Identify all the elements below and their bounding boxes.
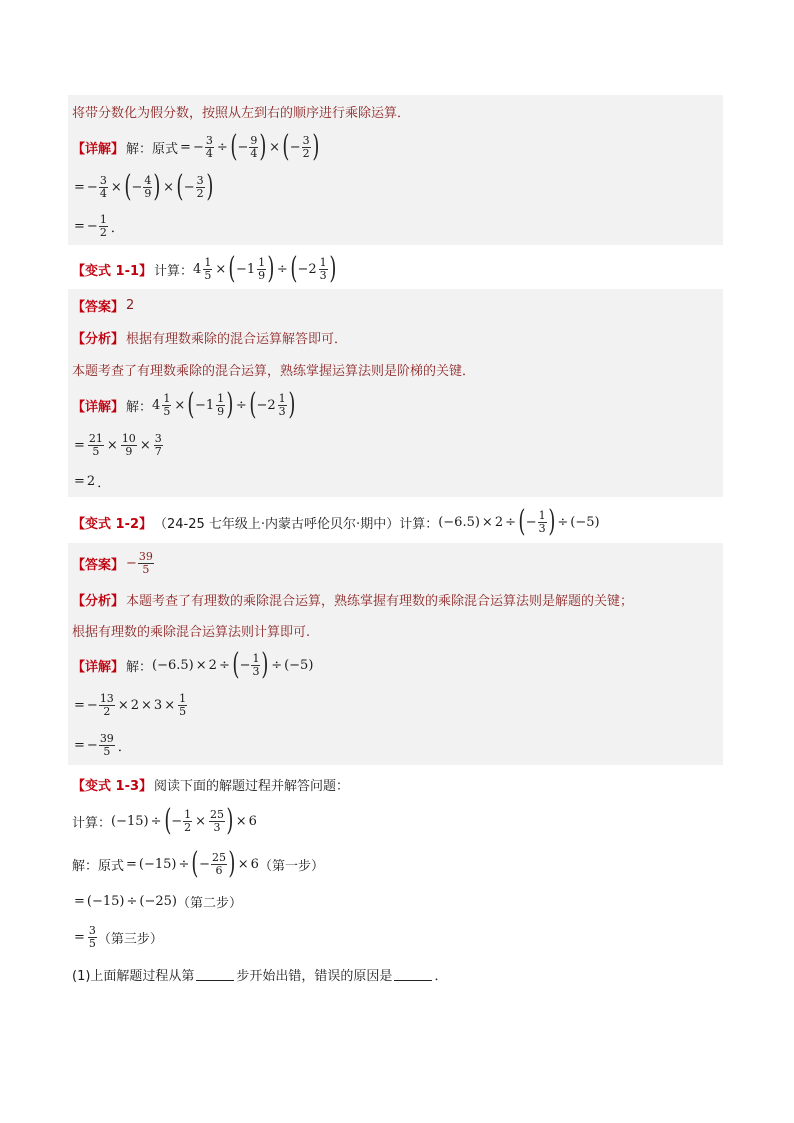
math-token: （第二步） [176, 895, 242, 911]
parenthesis: ) [328, 251, 336, 286]
expression [72, 169, 213, 204]
parenthesis: ) [261, 647, 269, 682]
section-tag: 【答案】 [72, 299, 125, 315]
math-token: (−25) [139, 893, 177, 909]
operator: × [237, 856, 249, 872]
fraction [302, 135, 311, 160]
denominator: 9 [125, 444, 133, 458]
denominator: 9 [258, 268, 266, 282]
numerator: 25 [212, 850, 227, 864]
parenthesis: ) [226, 803, 234, 838]
math-token: 根据有理数乘除的混合运算解答即可． [126, 331, 348, 347]
math-token: − [237, 139, 249, 155]
math-token: − [289, 139, 301, 155]
math-token: (−15) [111, 813, 149, 829]
math-token: (−5) [570, 514, 600, 530]
operator: ÷ [557, 514, 569, 530]
fraction [138, 551, 154, 576]
denominator: 9 [217, 404, 225, 418]
numerator: 1 [184, 807, 192, 821]
detail-line-1 [68, 385, 723, 425]
parenthesis: ) [287, 387, 295, 422]
math-token: 2 [130, 697, 139, 713]
expression [72, 433, 164, 458]
math-token: 步开始出错，错误的原因是 [236, 968, 393, 984]
denominator: 5 [179, 704, 187, 718]
expression [178, 129, 319, 164]
numerator: 3 [99, 173, 107, 187]
fraction [99, 693, 115, 718]
expression [152, 647, 314, 682]
parenthesis: ) [267, 251, 275, 286]
whole-part: −2 [297, 261, 317, 277]
operator: ÷ [505, 514, 517, 530]
variant-1-3 [68, 769, 723, 799]
detail-tag: 【详解】 [72, 141, 125, 157]
fraction [209, 809, 225, 834]
math-token: (−15) [138, 856, 177, 872]
fraction [99, 214, 108, 239]
numerator: 4 [144, 173, 152, 187]
operator: × [481, 514, 493, 530]
numerator: 9 [250, 133, 258, 147]
section-tag: 【分析】 [72, 593, 125, 609]
math-token: 2 [208, 657, 217, 673]
denominator: 2 [99, 225, 107, 239]
variant-tag: 【变式 1-1】 [72, 263, 153, 279]
operator: = [74, 893, 85, 909]
parenthesis: ( [176, 169, 184, 204]
answer-line [68, 543, 723, 583]
numerator: 1 [99, 212, 107, 226]
math-token: − [192, 139, 204, 155]
fraction [143, 175, 152, 200]
expression [126, 551, 155, 576]
operator: ÷ [271, 657, 283, 673]
expression [72, 894, 177, 909]
operator: = [74, 473, 85, 489]
operator: × [195, 657, 207, 673]
operator: × [215, 261, 227, 277]
explanation-line [68, 95, 723, 127]
math-token: 本题考查了有理数乘除的混合运算，熟练掌握运算法则是阶梯的关键． [72, 363, 476, 379]
math-token: (−6.5) [152, 657, 194, 673]
parenthesis: ( [518, 504, 526, 539]
answer-blank[interactable] [394, 968, 432, 981]
operator: ÷ [216, 139, 228, 155]
parenthesis: ( [163, 803, 171, 838]
mixed-number [236, 257, 267, 282]
whole-part: 4 [193, 261, 202, 277]
operator: ÷ [276, 261, 288, 277]
mixed-number [195, 393, 226, 418]
fraction [88, 433, 104, 458]
denominator: 4 [250, 146, 258, 160]
numerator: 13 [99, 691, 114, 705]
operator: = [74, 218, 85, 234]
section-tag: 【答案】 [72, 557, 125, 573]
math-token: − [239, 657, 251, 673]
explanation-text: 将带分数化为假分数，按照从左到右的顺序进行乘除运算． [72, 105, 411, 121]
parenthesis: ( [187, 387, 195, 422]
math-token: (−5) [284, 657, 314, 673]
fraction [203, 257, 212, 282]
parenthesis: ( [282, 129, 290, 164]
fraction [99, 175, 108, 200]
operator: × [117, 697, 129, 713]
expression [72, 214, 124, 239]
section-tag: 【详解】 [72, 659, 125, 675]
math-token: − [171, 813, 183, 829]
expression [72, 693, 188, 718]
denominator: 3 [319, 268, 327, 282]
numerator: 1 [179, 691, 187, 705]
detail-line-3 [68, 465, 723, 497]
whole-part: −2 [256, 397, 276, 413]
fraction [211, 852, 227, 877]
operator: × [174, 397, 186, 413]
operator: × [163, 179, 174, 195]
answer-blank[interactable] [196, 968, 234, 981]
detail-line-3 [68, 207, 723, 245]
expression [152, 387, 295, 422]
parenthesis: ) [259, 129, 267, 164]
analysis-line-2 [68, 615, 723, 645]
denominator: 3 [252, 664, 260, 678]
denominator: 5 [204, 268, 212, 282]
operator: × [139, 437, 151, 453]
operator: × [164, 697, 176, 713]
denominator: 7 [154, 444, 162, 458]
question-1 [68, 957, 723, 991]
math-token: 解：原式 [72, 858, 125, 874]
denominator: 9 [144, 186, 152, 200]
solution-step-3 [68, 917, 723, 957]
numerator: 1 [252, 651, 260, 665]
denominator: 3 [538, 521, 546, 535]
math-token: 本题考查了有理数的乘除混合运算，熟练掌握有理数的乘除混合运算法则是解题的关键； [126, 593, 634, 609]
math-token: (−15) [86, 893, 125, 909]
numerator: 1 [278, 391, 286, 405]
operator: × [195, 813, 207, 829]
math-token: 2 [494, 514, 504, 530]
denominator: 5 [142, 562, 150, 576]
math-token: ． [434, 968, 448, 984]
operator: = [74, 929, 85, 945]
analysis-line [68, 321, 723, 353]
expression [111, 803, 257, 838]
parenthesis: ( [230, 129, 238, 164]
numerator: 25 [210, 807, 225, 821]
numerator: 3 [154, 431, 162, 445]
parenthesis: ) [311, 129, 319, 164]
denominator: 2 [103, 704, 111, 718]
expression [124, 846, 259, 881]
math-token: − [183, 179, 195, 195]
math-token: (1)上面解题过程从第 [72, 968, 195, 984]
parenthesis: ) [547, 504, 556, 539]
math-token: 2 [86, 473, 96, 489]
fraction [162, 393, 171, 418]
detail-line-2 [68, 425, 723, 465]
expression [72, 472, 110, 491]
whole-part: −1 [194, 397, 215, 413]
fraction [196, 175, 205, 200]
expression [438, 504, 600, 539]
denominator: 2 [196, 186, 204, 200]
operator: ÷ [150, 813, 162, 829]
operator: = [126, 856, 137, 872]
solution-step-1 [68, 843, 723, 885]
math-token: ． [97, 475, 111, 491]
operator: × [141, 697, 152, 713]
detail-line-1 [68, 127, 723, 167]
fraction [99, 733, 115, 758]
parenthesis: ( [228, 251, 236, 286]
whole-part: 4 [152, 397, 161, 413]
numerator: 1 [538, 508, 546, 522]
mixed-number [256, 393, 287, 418]
section-tag: 【变式 1-2】 [72, 516, 153, 532]
denominator: 2 [184, 820, 192, 834]
analysis-line [68, 583, 723, 615]
numerator: 1 [319, 255, 327, 269]
detail-line-2 [68, 167, 723, 207]
variant-1-2 [68, 501, 723, 543]
operator: × [106, 437, 118, 453]
solution-step-2 [68, 885, 723, 917]
fraction [154, 433, 163, 458]
fraction [178, 693, 187, 718]
expression [193, 251, 336, 286]
solution-prefix: 解：原式 [126, 141, 179, 157]
detail-line-3 [68, 725, 723, 765]
denominator: 5 [88, 936, 96, 950]
denominator: 5 [163, 404, 171, 418]
math-token: （第一步） [258, 858, 324, 874]
operator: × [235, 813, 247, 829]
numerator: 1 [204, 255, 212, 269]
fraction [216, 393, 225, 418]
parenthesis: ) [226, 387, 234, 422]
operator: ÷ [235, 397, 247, 413]
numerator: 1 [163, 391, 171, 405]
denominator: 6 [215, 863, 223, 877]
math-token: − [86, 697, 98, 713]
numerator: 3 [302, 133, 310, 147]
math-token: ． [110, 220, 124, 236]
math-token: （24-25 七年级上·内蒙古呼伦贝尔·期中）计算： [154, 516, 439, 532]
numerator: 1 [217, 391, 225, 405]
math-token: （第三步） [97, 931, 163, 947]
section-tag: 【分析】 [72, 331, 125, 347]
mixed-number [193, 257, 213, 282]
numerator: 1 [258, 255, 266, 269]
math-token: 6 [248, 813, 257, 829]
parenthesis: ( [249, 387, 257, 422]
math-token: 根据有理数的乘除混合运算法则计算即可. [72, 624, 311, 640]
fraction [88, 925, 97, 950]
denominator: 2 [302, 146, 310, 160]
numerator: 39 [99, 731, 114, 745]
numerator: 3 [88, 923, 96, 937]
fraction [205, 135, 214, 160]
operator: = [74, 179, 85, 195]
numerator: 3 [205, 133, 213, 147]
section-tag: 【详解】 [72, 399, 125, 415]
numerator: 39 [138, 549, 153, 563]
answer-line [68, 289, 723, 321]
numerator: 21 [88, 431, 103, 445]
fraction [538, 510, 547, 535]
operator: ÷ [218, 657, 230, 673]
math-token: 阅读下面的解题过程并解答问题： [154, 778, 350, 794]
problem-line [68, 799, 723, 843]
parenthesis: ( [290, 251, 298, 286]
parenthesis: ) [153, 169, 161, 204]
whole-part: −1 [235, 261, 256, 277]
mixed-number [152, 393, 172, 418]
math-token: 3 [153, 697, 163, 713]
parenthesis: ) [228, 846, 236, 881]
mixed-number [297, 257, 328, 282]
math-token: ． [117, 739, 131, 755]
fraction [319, 257, 328, 282]
math-token: 解： [126, 399, 153, 415]
denominator: 4 [99, 186, 107, 200]
operator: = [180, 139, 191, 155]
denominator: 3 [278, 404, 286, 418]
numerator: 10 [121, 431, 136, 445]
variant-1-1 [68, 249, 723, 289]
fraction [183, 809, 192, 834]
denominator: 5 [103, 744, 111, 758]
parenthesis: ( [191, 846, 199, 881]
math-token: − [86, 179, 98, 195]
operator: × [110, 179, 122, 195]
math-token: − [525, 514, 537, 530]
parenthesis: ( [124, 169, 132, 204]
denominator: 5 [92, 444, 100, 458]
fraction [121, 433, 137, 458]
parenthesis: ) [205, 169, 213, 204]
math-token: − [86, 218, 98, 234]
document-page [68, 95, 723, 991]
denominator: 4 [205, 146, 213, 160]
numerator: 3 [196, 173, 204, 187]
denominator: 3 [213, 820, 221, 834]
parenthesis: ( [232, 647, 240, 682]
detail-line-2 [68, 685, 723, 725]
math-token: 6 [250, 856, 259, 872]
math-token: 解： [126, 659, 153, 675]
note-line [68, 353, 723, 385]
section-tag: 【变式 1-3】 [72, 778, 153, 794]
math-token: − [86, 737, 98, 753]
operator: = [74, 697, 85, 713]
operator: ÷ [178, 856, 190, 872]
math-token: (−6.5) [438, 514, 480, 530]
math-token: − [131, 179, 143, 195]
operator: × [269, 139, 280, 155]
operator: ÷ [126, 893, 138, 909]
fraction [249, 135, 258, 160]
math-token: − [199, 856, 211, 872]
fraction [278, 393, 287, 418]
fraction [251, 653, 260, 678]
fraction [257, 257, 266, 282]
detail-line-1 [68, 645, 723, 685]
math-token: − [126, 555, 137, 571]
math-token: 计算： [72, 815, 112, 831]
math-token: 计算： [154, 263, 194, 279]
operator: = [74, 437, 85, 453]
math-token: 2 [126, 297, 135, 313]
operator: = [74, 737, 85, 753]
expression [72, 733, 131, 758]
expression [72, 925, 98, 950]
